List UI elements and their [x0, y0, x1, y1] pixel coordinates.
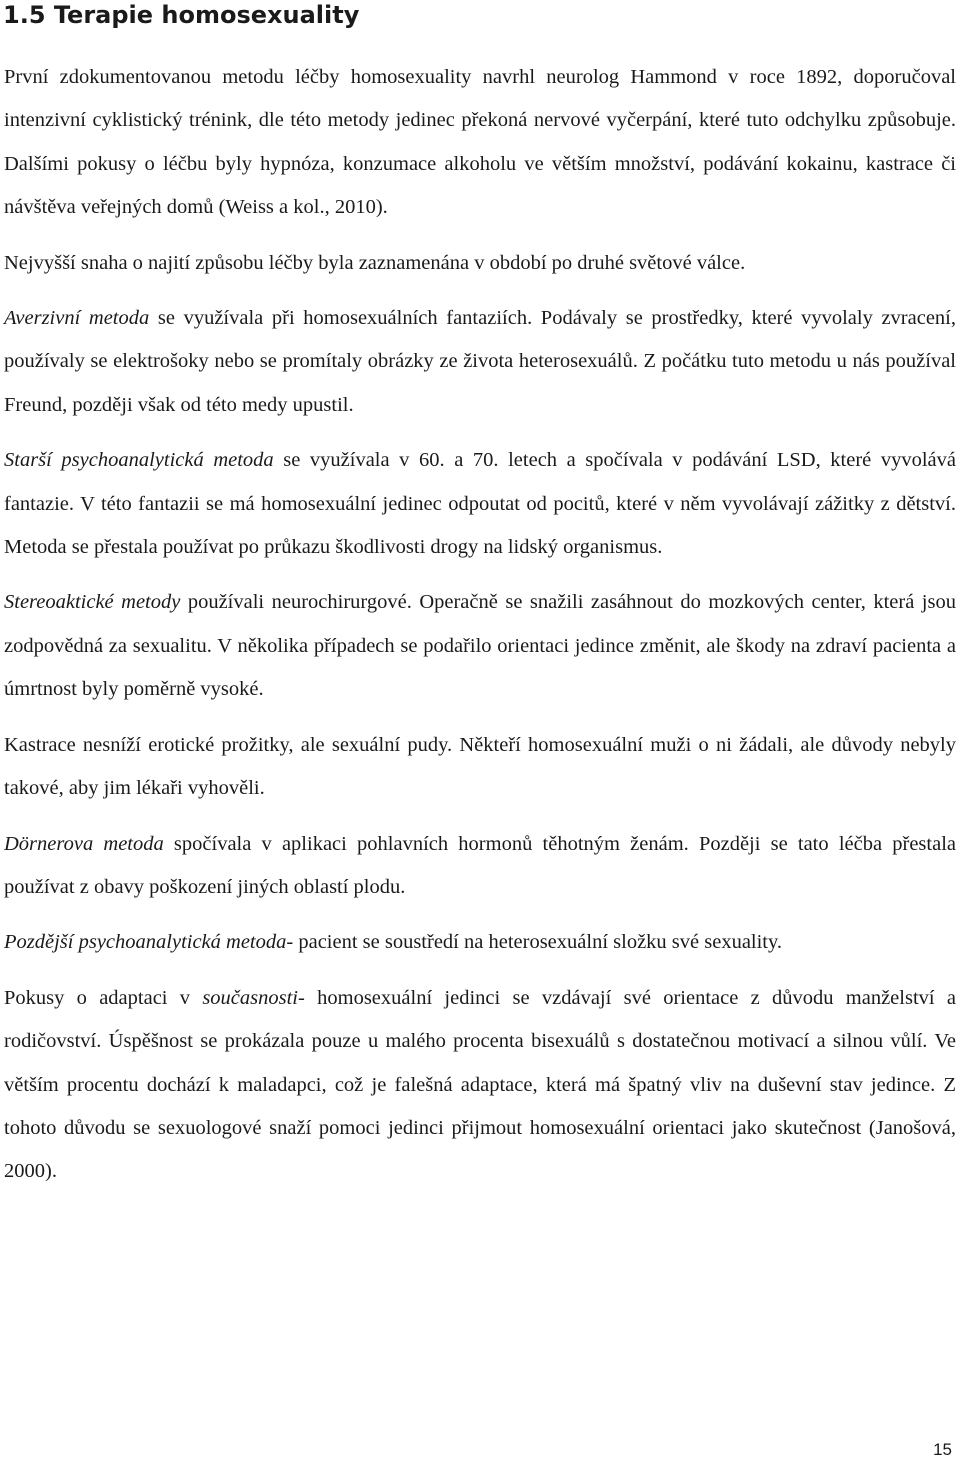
- paragraph-later-psychoanalytic: [4, 921, 956, 964]
- paragraph-text: Nejvyšší snaha o najití způsobu léčby byla zaznamenána v období po druhé světové válce.: [4, 251, 746, 274]
- term-older-psychoanalytic: Starší psychoanalytická metoda: [4, 449, 274, 472]
- paragraph-text: používali neurochirurgové. Operačně se snažili zasáhnout do mozkových center, která jsou zodpovědná za sexualitu. V několika případech se podařilo orientaci jedince změnit, ale škody na zdraví pacienta a úmrtnost byly poměrně vysoké.: [4, 591, 956, 701]
- term-stereotactic: Stereoaktické metody: [4, 591, 181, 614]
- term-dorner-method: Dörnerova metoda: [4, 832, 164, 855]
- paragraph-text: - pacient se soustředí na heterosexuální složku své sexuality.: [286, 931, 783, 954]
- paragraph-stereotactic: [4, 581, 956, 711]
- paragraph-aversive-method: [4, 297, 956, 427]
- term-present: současnosti: [202, 986, 299, 1009]
- page-number: 15: [933, 1440, 952, 1459]
- paragraph-text: spočívala v aplikaci pohlavních hormonů těhotným ženám. Později se tato léčba přestala používat z obavy poškození jiných oblastí plodu.: [4, 832, 956, 898]
- paragraph-dorner-method: [4, 823, 956, 910]
- paragraph-hammond: [4, 56, 956, 230]
- paragraph-text: se využívala v 60. a 70. letech a spočívala v podávání LSD, které vyvolává fantazie. V této fantazii se má homosexuální jedinec odpoutat od pocitů, které v něm vyvolávají zážitky z dětství. Metoda se přestala používat po průkazu škodlivosti drogy na lidský organismus.: [4, 449, 956, 559]
- paragraph-text: se využívala při homosexuálních fantaziích. Podávaly se prostředky, které vyvolaly zvracení, používaly se elektrošoky nebo se promítaly obrázky ze života heterosexuálů. Z počátku tuto metodu u nás používal Freund, později však od této medy upustil.: [4, 307, 956, 416]
- paragraph-postwar: [4, 242, 956, 285]
- paragraph-text: Pokusy o adaptaci v: [4, 986, 203, 1009]
- paragraph-text: První zdokumentovanou metodu léčby homosexuality navrhl neurolog Hammond v roce 1892, doporučoval intenzivní cyklistický trénink, dle této metody jedinec překoná nervové vyčerpání, které tuto odchylku způsobuje. Dalšími pokusy o léčbu byly hypnóza, konzumace alkoholu ve větším množství, podávání kokainu, kastrace či návštěva veřejných domů (Weiss a kol., 2010).: [4, 66, 956, 219]
- paragraph-text: - homosexuální jedinci se vzdávají své orientace z důvodu manželství a rodičovství. Úspěšnost se prokázala pouze u malého procenta bisexuálů s dostatečnou motivací a silnou vůlí. Ve větším procentu dochází k maladapci, což je falešná adaptace, která má špatný vliv na duševní stav jedince. Z tohoto důvodu se sexuologové snaží pomoci jedinci přijmout homosexuální orientaci jako skutečnost (Janošová, 2000).: [4, 986, 956, 1183]
- term-aversive-method: Averzivní metoda: [4, 307, 150, 330]
- paragraph-adaptation: [4, 977, 956, 1194]
- term-later-psychoanalytic: Pozdější psychoanalytická metoda: [4, 931, 287, 954]
- paragraph-text: Kastrace nesníží erotické prožitky, ale sexuální pudy. Někteří homosexuální muži o ni žádali, ale důvody nebyly takové, aby jim lékaři vyhověli.: [4, 733, 956, 800]
- section-heading: 1.5 Terapie homosexuality: [3, 1, 360, 29]
- body-text: [4, 56, 956, 1194]
- paragraph-castration: [4, 724, 956, 811]
- paragraph-older-psychoanalytic: [4, 439, 956, 569]
